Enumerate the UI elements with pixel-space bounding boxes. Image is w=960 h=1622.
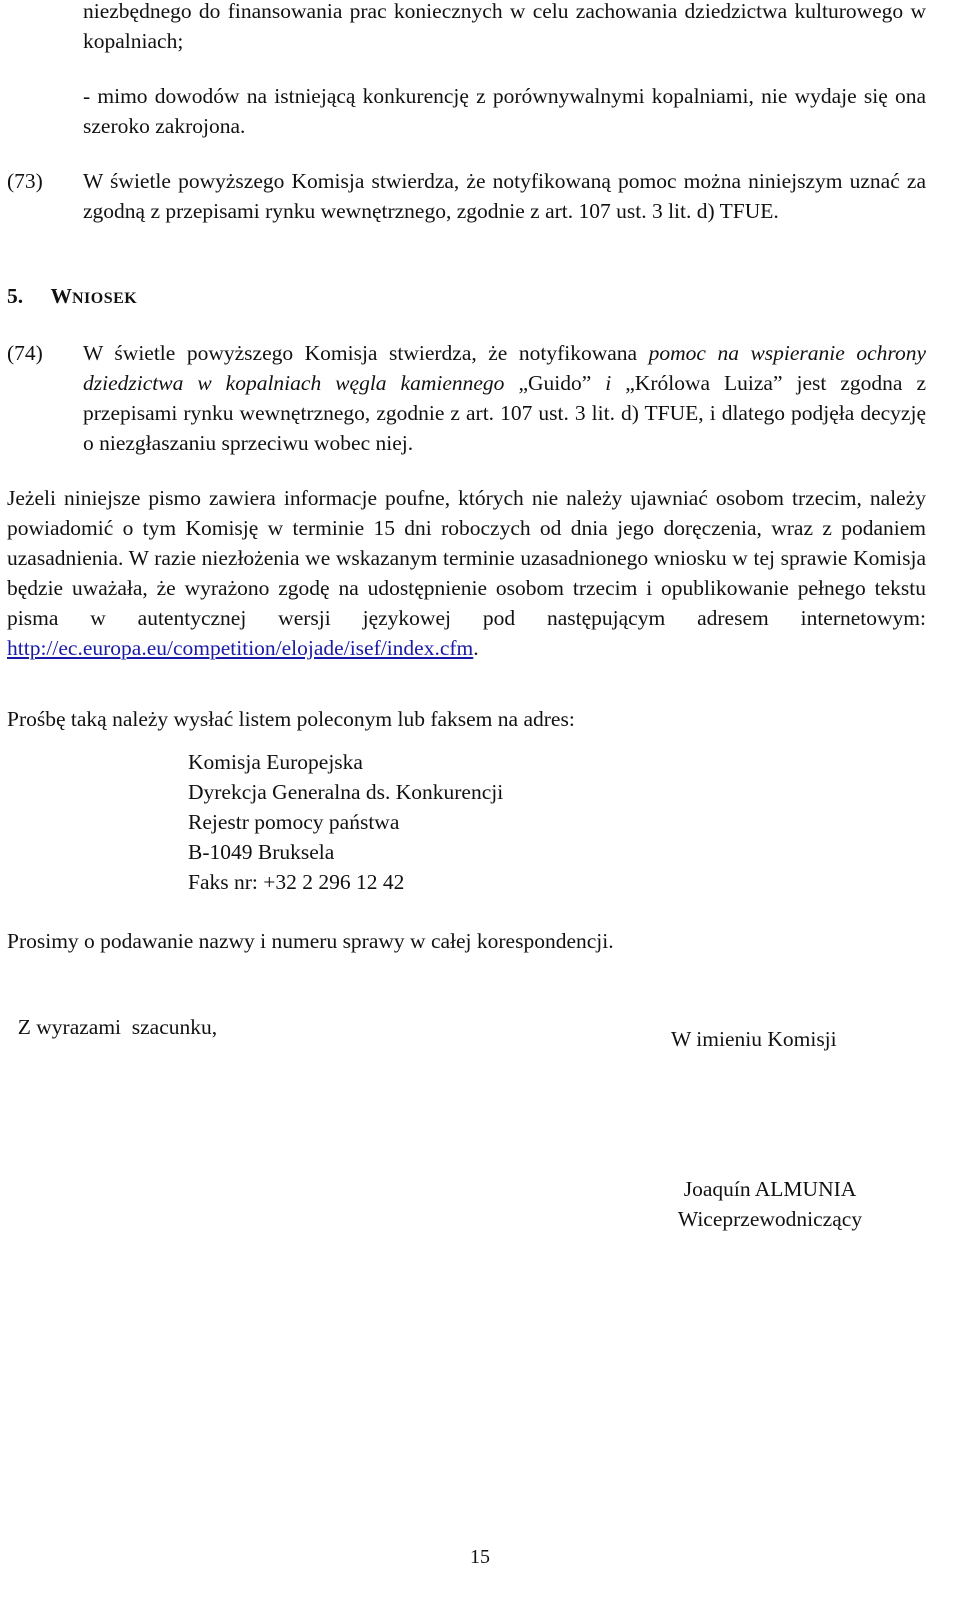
case-reference-line: Prosimy o podawanie nazwy i numeru sprawy w całej korespondencji. [7, 929, 614, 953]
closing-salutation: Z wyrazami szacunku, [17, 1015, 218, 1039]
paragraph-number: (73) [7, 169, 43, 193]
address-line: B-1049 Bruksela [188, 840, 335, 864]
signatory-name: Joaquín ALMUNIA [683, 1177, 857, 1201]
dash-list-item: - mimo dowodów na istniejącą konkurencję z porównywalnymi kopalniami, nie wydaje się ona szeroko zakrojona. [83, 84, 926, 138]
section-title-initial: W [50, 284, 72, 308]
address-line: Faks nr: +32 2 296 12 42 [188, 870, 405, 894]
paragraph-number: (74) [7, 341, 43, 365]
continued-list-item: niezbędnego do finansowania prac koniecznych w celu zachowania dziedzictwa kulturowego w kopalniach; [83, 0, 926, 53]
section-number: 5. [7, 284, 24, 308]
section-title-rest: NIOSEK [72, 290, 138, 307]
signatory-block [659, 1174, 881, 1234]
on-behalf-line: W imieniu Komisji [671, 1027, 837, 1051]
address-line: Rejestr pomocy państwa [188, 810, 400, 834]
address-block [188, 747, 503, 897]
address-line: Dyrekcja Generalna ds. Konkurencji [188, 780, 504, 804]
request-line: Prośbę taką należy wysłać listem poleconym lub faksem na adres: [7, 707, 575, 731]
paragraph-text: W świetle powyższego Komisja stwierdza, że notyfikowana pomoc na wspieranie ochrony dziedzictwa w kopalniach węgla kamiennego „Guido” i „Królowa Luiza” jest zgodna z przepisami rynku wewnętrznego, zgodnie z art. 107 ust. 3 lit. d) TFUE, i dlatego podjęła decyzję o niezgłaszaniu sprzeciwu wobec niej. [83, 341, 926, 455]
paragraph-text: W świetle powyższego Komisja stwierdza, że notyfikowaną pomoc można niniejszym uznać za zgodną z przepisami rynku wewnętrznego, zgodnie z art. 107 ust. 3 lit. d) TFUE. [83, 169, 926, 223]
confidentiality-paragraph: Jeżeli niniejsze pismo zawiera informacje poufne, których nie należy ujawniać osobom trzecim, należy powiadomić o tym Komisję w terminie 15 dni roboczych od dnia jego doręczenia, wraz z podaniem uzasadnienia. W razie niezłożenia we wskazanym terminie uzasadnionego wniosku w tej sprawie Komisja będzie uważała, że wyrażono zgodę na udostępnienie osobom trzecim i opublikowanie pełnego tekstu pisma w autentycznej wersji językowej pod następującym adresem internetowym: http://ec.europa.eu/competition/elojade/isef/index.cfm. [7, 486, 926, 660]
signatory-title: Wiceprzewodniczący [677, 1207, 863, 1231]
page-number: 15 [470, 1546, 490, 1568]
section-heading [7, 281, 137, 314]
aid-name-italic: pomoc na wspieranie ochrony dziedzictwa w kopalniach węgla kamiennego [83, 341, 926, 395]
address-line: Komisja Europejska [188, 750, 363, 774]
competition-website-link[interactable]: http://ec.europa.eu/competition/elojade/isef/index.cfm [7, 636, 474, 660]
